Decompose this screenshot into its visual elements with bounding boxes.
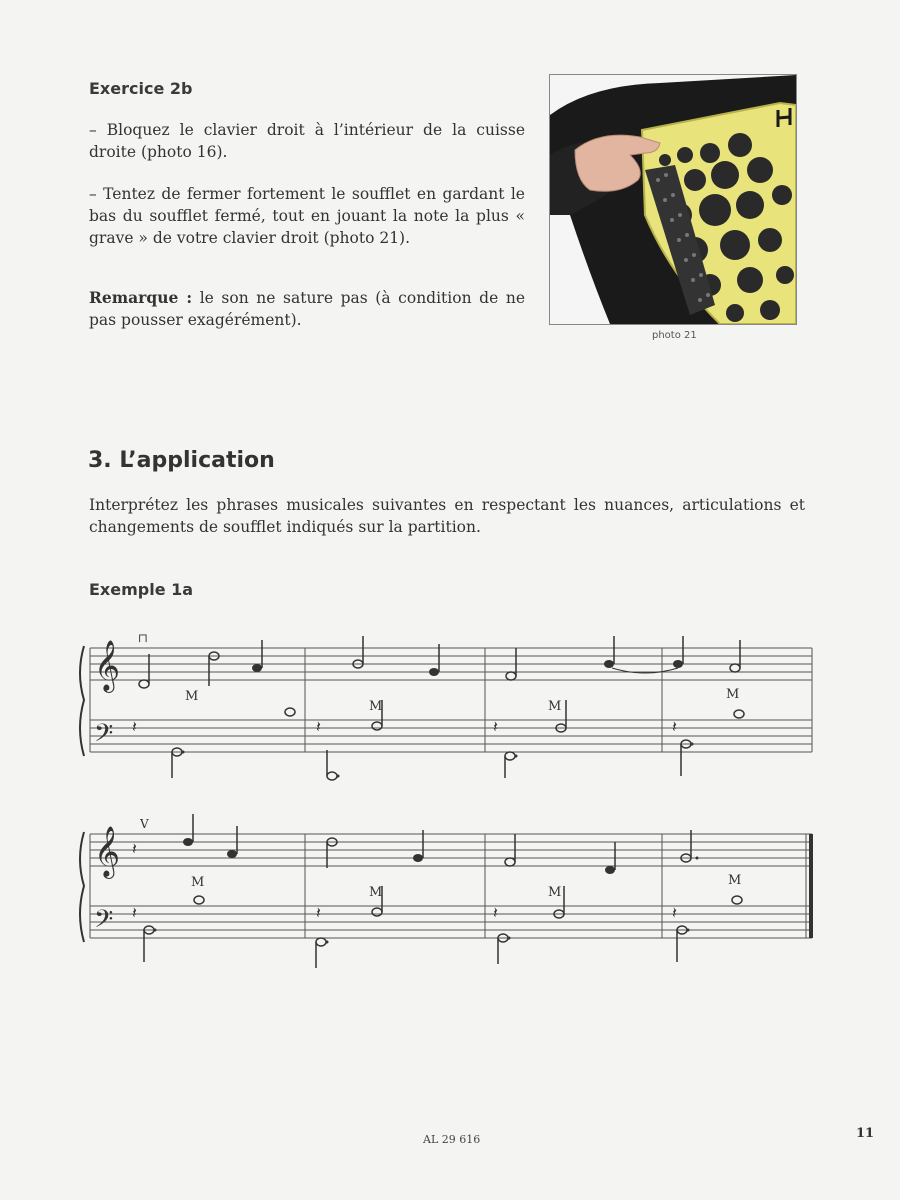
svg-text:𝄽: 𝄽 bbox=[493, 717, 498, 736]
bellows-pull-mark: V bbox=[140, 817, 149, 831]
exercise-title: Exercice 2b bbox=[89, 79, 193, 98]
svg-text:𝄞: 𝄞 bbox=[94, 826, 121, 877]
svg-text:𝄽: 𝄽 bbox=[132, 717, 137, 736]
svg-text:𝄽: 𝄽 bbox=[316, 717, 321, 736]
svg-text:𝄽: 𝄽 bbox=[493, 903, 498, 922]
photo-caption: photo 21 bbox=[652, 330, 697, 341]
exercise-para-2: – Tentez de fermer fortement le soufflet en gardant le bas du soufflet fermé, tout en jouant la note la plus « grave » de votre clavier droit (photo 21). bbox=[89, 185, 525, 247]
svg-text:𝄢: 𝄢 bbox=[94, 719, 114, 754]
svg-text:𝄽: 𝄽 bbox=[132, 903, 137, 922]
svg-text:𝄽: 𝄽 bbox=[316, 903, 321, 922]
accordion-illustration bbox=[550, 75, 796, 324]
bass-marker: M bbox=[726, 687, 740, 702]
remark bbox=[89, 287, 525, 331]
remark-text: le son ne sature pas (à condition de ne pas pousser exagérément). bbox=[89, 289, 525, 329]
svg-text:𝄽: 𝄽 bbox=[672, 717, 677, 736]
section-intro: Interprétez les phrases musicales suivantes en respectant les nuances, articulations et changements de soufflet indiqués sur la partition. bbox=[89, 496, 805, 536]
score-system-1 bbox=[72, 628, 822, 788]
section-title: 3. L’application bbox=[88, 448, 275, 473]
svg-text:𝄞: 𝄞 bbox=[94, 640, 121, 691]
svg-text:𝄽: 𝄽 bbox=[672, 903, 677, 922]
bass-marker: M bbox=[728, 873, 742, 888]
page-number: 11 bbox=[856, 1126, 875, 1141]
remark-label: Remarque : bbox=[89, 288, 193, 307]
bass-marker: M bbox=[185, 689, 199, 704]
svg-text:𝄢: 𝄢 bbox=[94, 905, 114, 940]
bass-marker: M bbox=[548, 699, 562, 714]
bellows-push-mark: ⊓ bbox=[138, 631, 149, 645]
accordion-photo bbox=[549, 74, 797, 325]
bass-marker: M bbox=[548, 885, 562, 900]
bass-marker: M bbox=[369, 699, 383, 714]
bass-marker: M bbox=[369, 885, 383, 900]
exercise-para-1: – Bloquez le clavier droit à l’intérieur de la cuisse droite (photo 16). bbox=[89, 121, 525, 161]
example-title: Exemple 1a bbox=[89, 580, 194, 599]
bass-marker: M bbox=[191, 875, 205, 890]
svg-text:𝄽: 𝄽 bbox=[132, 839, 137, 858]
catalog-code: AL 29 616 bbox=[423, 1133, 481, 1146]
score-system-2 bbox=[72, 814, 822, 974]
